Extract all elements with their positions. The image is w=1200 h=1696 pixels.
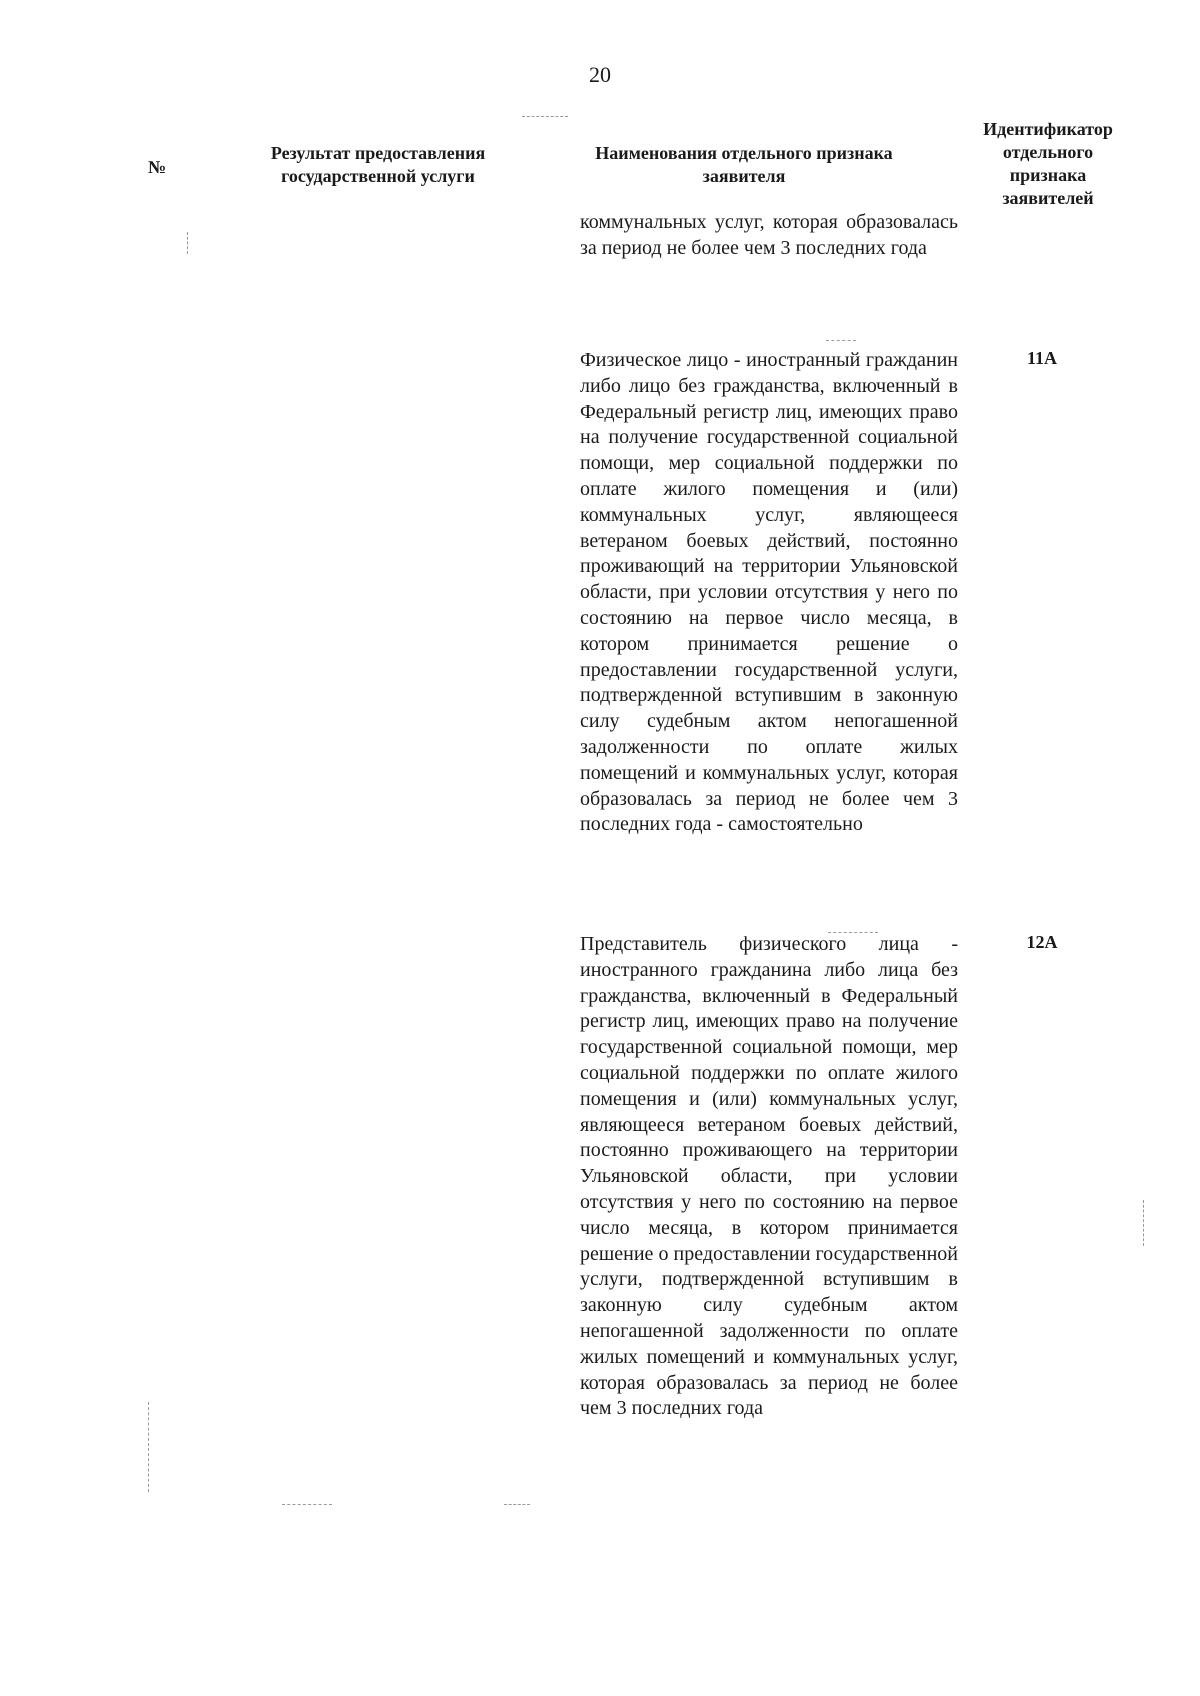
- row-identifier-11a: 11А: [1026, 348, 1057, 368]
- row-description-continuation: коммунальных услуг, которая образовалась за период не более чем 3 последних года: [580, 211, 958, 259]
- row-description-12a: Представитель физического лица - иностранного гражданина либо лица без гражданства, включенный в Федеральный регистр лиц, имеющих право на получение государственной социальной помощи, мер социальной поддержки по оплате жилого помещения и (или) коммунальных услуг, являющееся ветераном боевых действий, постоянно проживающего на территории Ульяновской области, при условии отсутствия у него по состоянию на первое число месяца, в котором принимается решение о предоставлении государственной услуги, подтвержденной вступившим в законную силу судебным актом непогашенной задолженности по оплате жилых помещений и коммунальных услуг, которая образовалась за период не более чем 3 последних года: [580, 933, 958, 1420]
- scan-artifact: [504, 1504, 530, 1505]
- scan-artifact: [826, 340, 856, 341]
- scan-artifact: [148, 1402, 149, 1492]
- row-description-11a: Физическое лицо - иностранный гражданин либо лицо без гражданства, включенный в Федеральный регистр лиц, имеющих право на получение государственной социальной помощи, мер социальной поддержки по оплате жилого помещения и (или) коммунальных услуг, являющееся ветераном боевых действий, постоянно проживающий на территории Ульяновской области, при условии отсутствия у него по состоянию на первое число месяца, в котором принимается решение о предоставлении государственной услуги, подтвержденной вступившим в законную силу судебным актом непогашенной задолженности по оплате жилых помещений и коммунальных услуг, которая образовалась за период не более чем 3 последних года - самостоятельно: [580, 349, 958, 836]
- column-header-feature-name: Наименования отдельного признака заявителя: [595, 143, 893, 186]
- scan-artifact: [828, 932, 878, 933]
- column-header-result: Результат предоставления государственной услуги: [270, 143, 486, 186]
- page-number: 20: [589, 62, 611, 87]
- scan-artifact: [282, 1504, 332, 1505]
- scan-artifact: [187, 232, 188, 254]
- column-header-number: №: [148, 157, 167, 177]
- row-identifier-12a: 12А: [1026, 932, 1058, 952]
- scan-artifact: [522, 116, 568, 117]
- scan-artifact: [1143, 1200, 1144, 1246]
- column-header-identifier: Идентификатор отдельного признака заявителей: [983, 119, 1113, 208]
